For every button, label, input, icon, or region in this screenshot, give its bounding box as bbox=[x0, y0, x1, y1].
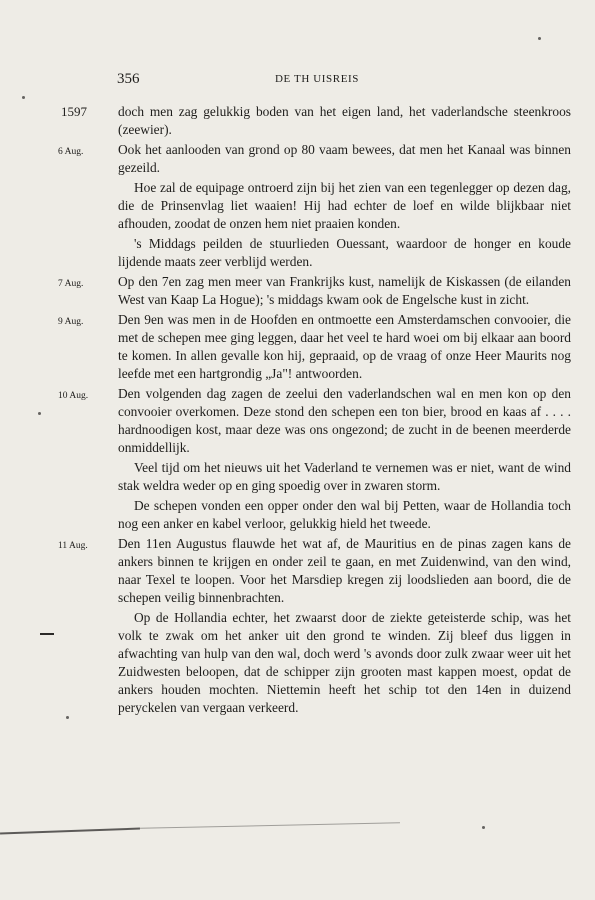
paragraph-text: Hoe zal de equipage ontroerd zijn bij het zien van een tegenlegger op dezen dag, die de Prinsenvlag liet waaien! Hij had echter de loef en wilde blijkbaar niet afhouden, zoodat de onzen hem niet praaien konden. bbox=[118, 180, 571, 231]
page-header bbox=[0, 71, 595, 91]
paragraph-text: Den 9en was men in de Hoofden en ontmoette een Amsterdamschen convooier, die met de schepen mee ging leggen, daar het veel te hard woei om bij elkaar aan boord te komen. In allen gevalle kon hij, gepraaid, op de vraag of onze Heer Maurits nog leefde met een hartgrondig „Ja"! antwoorden. bbox=[118, 312, 571, 381]
margin-date: 7 Aug. bbox=[58, 279, 84, 289]
margin-date: 9 Aug. bbox=[58, 317, 84, 327]
paragraph bbox=[0, 459, 595, 495]
running-title: DE TH UISREIS bbox=[275, 73, 359, 85]
paragraph-text: 's Middags peilden de stuurlieden Ouessant, waardoor de honger en koude lijdende maats zeer verblijd werden. bbox=[118, 236, 571, 269]
paragraph-text: Den volgenden dag zagen de zeelui den vaderlandschen wal en men kon op den convooier overkomen. Deze stond den schepen een ton bier, brood en kaas af . . . . hardnoodigen kost, maar deze was ons ongezond; de zucht in de beenen meerderde onmiddellijk. bbox=[118, 386, 571, 455]
scan-speck bbox=[482, 826, 485, 829]
paragraph-text: Ook het aanlooden van grond op 80 vaam bewees, dat men het Kanaal was binnen gezeild. bbox=[118, 142, 571, 175]
page-number: 356 bbox=[117, 71, 140, 87]
paragraph bbox=[0, 141, 595, 177]
paragraph bbox=[0, 609, 595, 717]
paragraph-text: Op de Hollandia echter, het zwaarst door de ziekte geteisterde schip, was het volk te zwak om het anker uit den grond te winden. Zij bleef dus liggen in afwachting van hulp van den wal, doch werd 's avonds door zulk zwaar weer uit het Zuidwesten beloopen, dat de schipper zijn grooten mast kappen moest, opdat de ankers houden mochten. Niettemin heeft het schip tot den 14en in duizend peryckelen van vergaan verkeerd. bbox=[118, 610, 571, 715]
margin-year: 1597 bbox=[61, 104, 87, 119]
paragraph bbox=[0, 311, 595, 383]
paragraph-text: Op den 7en zag men meer van Frankrijks kust, namelijk de Kiskassen (de eilanden West van Kaap La Hogue); 's middags kwam ook de Engelsche kust in zicht. bbox=[118, 274, 571, 307]
paragraph bbox=[0, 179, 595, 233]
paragraph bbox=[0, 497, 595, 533]
margin-dash-mark bbox=[40, 633, 54, 635]
paragraph-text: Den 11en Augustus flauwde het wat af, de Mauritius en de pinas zagen kans de ankers binnen te krijgen en onder zeil te gaan, en met Zuidenwind, van den wind, naar Texel te loopen. Voor het Marsdiep kregen zij loodslieden aan boord, die de schepen veilig binnenbrachten. bbox=[118, 536, 571, 605]
margin-date: 11 Aug. bbox=[58, 541, 88, 551]
paragraph-text: De schepen vonden een opper onder den wal bij Petten, waar de Hollandia toch nog een anker en kabel verloor, gelukkig hield het tweede. bbox=[118, 498, 571, 531]
paragraph bbox=[0, 535, 595, 607]
paragraph-text: doch men zag gelukkig boden van het eigen land, het vaderlandsche steenkroos (zeewier). bbox=[118, 104, 571, 137]
paragraph bbox=[0, 103, 595, 139]
margin-date: 6 Aug. bbox=[58, 147, 84, 157]
paragraph bbox=[0, 385, 595, 457]
paragraph bbox=[0, 235, 595, 271]
scan-speck bbox=[538, 37, 541, 40]
margin-date: 10 Aug. bbox=[58, 391, 89, 401]
paragraph bbox=[0, 273, 595, 309]
page-body bbox=[0, 103, 595, 717]
paragraph-text: Veel tijd om het nieuws uit het Vaderland te vernemen was er niet, want de wind stak weldra weder op en ging spoedig over in zwaren storm. bbox=[118, 460, 571, 493]
bottom-rule bbox=[0, 828, 140, 835]
scan-speck bbox=[38, 412, 41, 415]
scan-speck bbox=[22, 96, 25, 99]
bottom-rule-faint bbox=[140, 822, 400, 828]
scan-speck bbox=[66, 716, 69, 719]
